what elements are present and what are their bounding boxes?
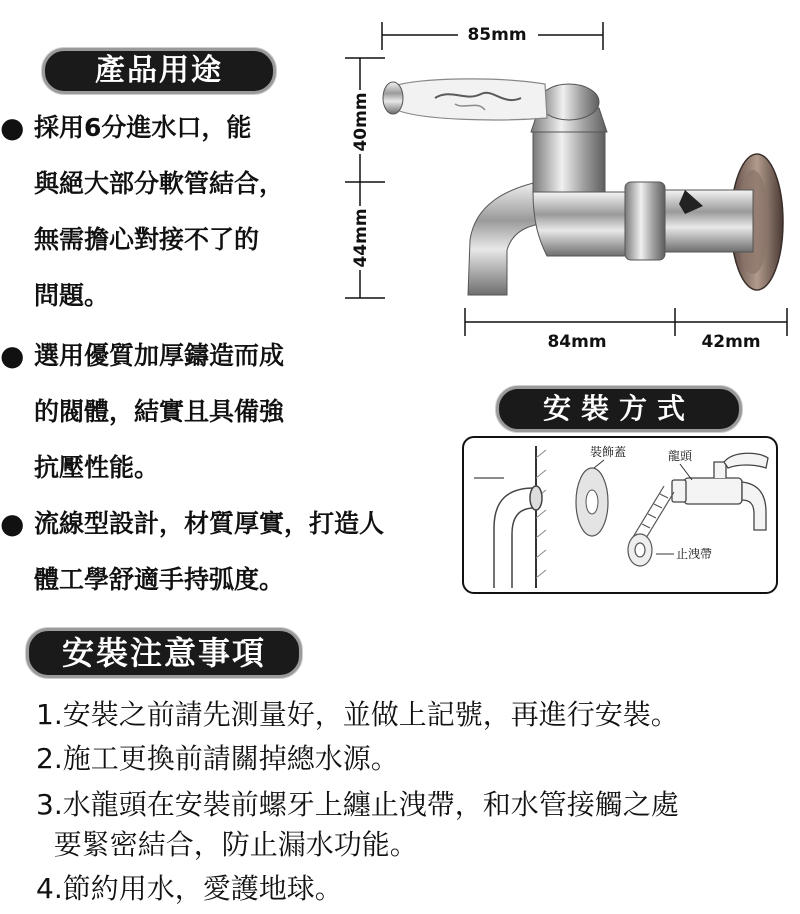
dimension-label: 44mm — [351, 208, 371, 268]
dimension-width-top — [382, 22, 603, 50]
note-item: 1.安裝之前請先測量好，並做上記號，再進行安裝。 — [36, 698, 679, 731]
note-item: 要緊密結合，防止漏水功能。 — [36, 828, 418, 861]
pipe-elbow-icon — [474, 478, 542, 588]
usage-line-text: 抗壓性能。 — [34, 453, 160, 482]
faucet-dimension-diagram — [325, 10, 800, 350]
install-diagram — [464, 438, 776, 592]
dimension-height — [345, 58, 385, 298]
install-section-title: 安裝方式 — [496, 386, 742, 432]
install-diagram-box — [462, 436, 778, 594]
faucet-illustration — [383, 79, 783, 295]
usage-section-title: 產品用途 — [42, 48, 276, 94]
notes-section-title: 安裝注意事項 — [26, 628, 302, 678]
note-item: 4.節約用水，愛護地球。 — [36, 872, 343, 905]
usage-line-text: 選用優質加厚鑄造而成 — [34, 341, 285, 370]
bullet-icon: ● — [0, 339, 25, 372]
dimension-label: 85mm — [467, 25, 527, 45]
dimension-label: 42mm — [701, 332, 761, 350]
dimension-label: 84mm — [547, 332, 607, 350]
note-item: 2.施工更換前請關掉總水源。 — [36, 742, 399, 775]
usage-line-text: 問題。 — [34, 281, 110, 310]
usage-line-text: 體工學舒適手持弧度。 — [34, 565, 285, 594]
decor-cover-icon — [576, 460, 608, 536]
usage-line-text: 採用6分進水口，能 — [34, 113, 252, 142]
dimension-label: 40mm — [351, 92, 371, 152]
bullet-icon: ● — [0, 507, 25, 540]
label-faucet: 龍頭 — [668, 449, 693, 463]
label-tape: 止洩帶 — [676, 547, 713, 561]
note-item: 3.水龍頭在安裝前螺牙上纏止洩帶，和水管接觸之處 — [36, 788, 679, 821]
dimension-length — [465, 308, 787, 350]
label-decor-cover: 裝飾蓋 — [590, 445, 627, 459]
usage-line-text: 的閥體，結實且具備強 — [34, 397, 285, 426]
usage-line-text: 流線型設計，材質厚實，打造人 — [34, 509, 385, 538]
bullet-icon: ● — [0, 111, 25, 144]
usage-line-text: 與絕大部分軟管結合， — [34, 169, 285, 198]
usage-line-text: 無需擔心對接不了的 — [34, 225, 260, 254]
faucet-sketch-icon — [672, 453, 768, 530]
